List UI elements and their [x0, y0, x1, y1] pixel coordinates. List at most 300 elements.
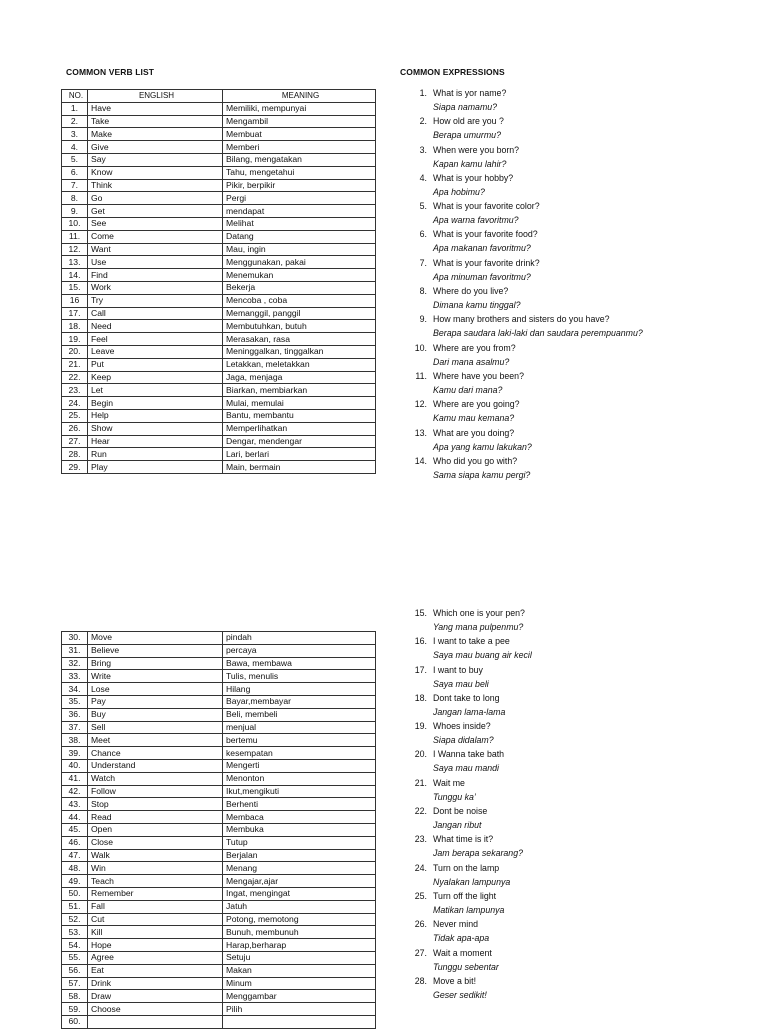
verb-meaning-cell: Memanggil, panggil [223, 307, 376, 320]
verb-english-cell: Work [88, 281, 223, 294]
verb-no-cell: 25. [62, 409, 88, 422]
verb-english-cell: Call [88, 307, 223, 320]
expression-indonesian: Berapa umurmu? [433, 130, 501, 141]
verb-no-cell: 7. [62, 179, 88, 192]
expressions-heading: COMMON EXPRESSIONS [400, 67, 505, 77]
expression-number: 17. [414, 664, 427, 675]
expression-indonesian: Saya mau buang air kecil [433, 650, 532, 661]
expression-indonesian: Matikan lampunya [433, 904, 505, 915]
verb-meaning-cell: Menggunakan, pakai [223, 256, 376, 269]
verb-no-cell: 38. [62, 734, 88, 747]
verb-list-heading: COMMON VERB LIST [66, 67, 155, 77]
expression-item [405, 665, 755, 693]
expression-indonesian: Apa makanan favoritmu? [433, 243, 531, 254]
verb-row [62, 657, 376, 670]
expression-item [405, 636, 755, 664]
verb-no-cell: 18. [62, 320, 88, 333]
verb-english-cell: Drink [88, 977, 223, 990]
expression-item [405, 371, 755, 399]
expression-indonesian: Apa yang kamu lakukan? [433, 441, 532, 452]
verb-english-cell: Think [88, 179, 223, 192]
verb-meaning-cell: Biarkan, membiarkan [223, 384, 376, 397]
verb-english-cell: Hear [88, 435, 223, 448]
verb-row [62, 964, 376, 977]
verb-english-cell: Pay [88, 695, 223, 708]
verb-no-cell: 37. [62, 721, 88, 734]
verb-no-cell: 36. [62, 708, 88, 721]
expression-english: Where are you going? [433, 399, 520, 410]
verb-meaning-cell: Menemukan [223, 269, 376, 282]
expression-list-part-1 [405, 88, 755, 484]
expression-indonesian: Kapan kamu lahir? [433, 158, 507, 169]
verb-row [62, 345, 376, 358]
verb-meaning-cell: Melihat [223, 217, 376, 230]
verb-row [62, 141, 376, 154]
verb-meaning-cell: Menonton [223, 772, 376, 785]
verb-no-cell: 41. [62, 772, 88, 785]
expression-english: Where do you live? [433, 286, 509, 297]
verb-meaning-cell: Mengerti [223, 759, 376, 772]
verb-english-cell: Give [88, 141, 223, 154]
verb-row [62, 358, 376, 371]
expression-english: What are you doing? [433, 427, 515, 438]
verb-no-cell: 51. [62, 900, 88, 913]
verb-row [62, 900, 376, 913]
expression-item [405, 863, 755, 891]
expression-number: 2. [419, 116, 427, 127]
verb-english-cell: Try [88, 294, 223, 307]
verb-row [62, 1015, 376, 1028]
verb-english-cell: Agree [88, 951, 223, 964]
verb-english-cell: Show [88, 422, 223, 435]
expression-english: Wait me [433, 777, 465, 788]
verb-meaning-cell: Memiliki, mempunyai [223, 102, 376, 115]
verb-no-cell: 4. [62, 141, 88, 154]
expression-indonesian: Saya mau mandi [433, 763, 500, 774]
expression-indonesian: Nyalakan lampunya [433, 876, 511, 887]
expression-indonesian: Tunggu ka’ [433, 791, 476, 802]
verb-row [62, 294, 376, 307]
expression-english: Dont take to long [433, 692, 500, 703]
expression-number: 25. [414, 890, 427, 901]
verb-english-cell: Need [88, 320, 223, 333]
verb-row [62, 951, 376, 964]
verb-row [62, 644, 376, 657]
verb-meaning-cell: Bunuh, membunuh [223, 926, 376, 939]
verb-no-cell: 32. [62, 657, 88, 670]
verb-english-cell: Draw [88, 990, 223, 1003]
expression-item [405, 173, 755, 201]
expression-item [405, 229, 755, 257]
expression-english: Move a bit! [433, 975, 477, 986]
verb-meaning-cell: Tutup [223, 836, 376, 849]
verb-meaning-cell: Pergi [223, 192, 376, 205]
verb-no-cell: 33. [62, 670, 88, 683]
expression-english: What is your hobby? [433, 172, 514, 183]
expression-english: How many brothers and sisters do you have? [433, 314, 610, 325]
verb-row [62, 1003, 376, 1016]
verb-row [62, 333, 376, 346]
verb-english-cell: Cut [88, 913, 223, 926]
verb-no-cell: 50. [62, 887, 88, 900]
verb-no-cell: 40. [62, 759, 88, 772]
expression-item [405, 778, 755, 806]
verb-meaning-cell: Main, bermain [223, 461, 376, 474]
verb-meaning-cell: Membutuhkan, butuh [223, 320, 376, 333]
expression-indonesian: Siapa namamu? [433, 102, 498, 112]
verb-no-cell: 58. [62, 990, 88, 1003]
expression-number: 4. [419, 172, 427, 183]
expression-number: 21. [414, 777, 427, 788]
verb-row [62, 230, 376, 243]
expression-number: 20. [414, 749, 427, 760]
expression-list-part-2 [405, 608, 755, 1004]
verb-english-cell: Feel [88, 333, 223, 346]
verb-row [62, 849, 376, 862]
expression-english: Wait a moment [433, 947, 492, 958]
verb-meaning-cell: Membuat [223, 128, 376, 141]
verb-no-cell: 48. [62, 862, 88, 875]
verb-meaning-cell: Memberi [223, 141, 376, 154]
verb-no-cell: 29. [62, 461, 88, 474]
verb-no-cell: 45. [62, 823, 88, 836]
expression-indonesian: Yang mana pulpenmu? [433, 622, 524, 632]
verb-english-cell [88, 1015, 223, 1028]
expression-number: 12. [414, 399, 427, 410]
verb-no-cell: 28. [62, 448, 88, 461]
expression-english: Where are you from? [433, 342, 516, 353]
verb-no-cell: 14. [62, 269, 88, 282]
verb-no-cell: 39. [62, 747, 88, 760]
verb-row [62, 102, 376, 115]
expression-number: 26. [414, 919, 427, 930]
verb-meaning-cell: Makan [223, 964, 376, 977]
verb-no-cell: 5. [62, 153, 88, 166]
verb-table-part-2 [61, 631, 376, 1029]
verb-meaning-cell: Mengambil [223, 115, 376, 128]
verb-english-cell: Get [88, 205, 223, 218]
column-header-meaning: MEANING [223, 90, 376, 103]
verb-row [62, 281, 376, 294]
verb-meaning-cell: Letakkan, meletakkan [223, 358, 376, 371]
verb-meaning-cell: Bawa, membawa [223, 657, 376, 670]
expression-english: Turn off the light [433, 890, 497, 901]
expression-item [405, 891, 755, 919]
verb-meaning-cell: Lari, berlari [223, 448, 376, 461]
verb-meaning-cell: bertemu [223, 734, 376, 747]
verb-row [62, 913, 376, 926]
verb-row [62, 192, 376, 205]
expression-number: 9. [419, 314, 427, 325]
expression-number: 27. [414, 947, 427, 958]
expression-english: Dont be noise [433, 806, 488, 817]
expression-english: What is your favorite color? [433, 201, 540, 212]
verb-no-cell: 9. [62, 205, 88, 218]
verb-row [62, 887, 376, 900]
verb-english-cell: Let [88, 384, 223, 397]
verb-english-cell: Leave [88, 345, 223, 358]
verb-english-cell: Move [88, 632, 223, 645]
verb-meaning-cell: kesempatan [223, 747, 376, 760]
expression-indonesian: Apa minuman favoritmu? [433, 271, 531, 282]
verb-meaning-cell: Dengar, mendengar [223, 435, 376, 448]
expression-number: 22. [414, 806, 427, 817]
verb-meaning-cell: Mulai, memulai [223, 397, 376, 410]
verb-no-cell: 43. [62, 798, 88, 811]
verb-english-cell: Come [88, 230, 223, 243]
verb-english-cell: Want [88, 243, 223, 256]
verb-no-cell: 47. [62, 849, 88, 862]
expression-item [405, 88, 755, 116]
verb-row [62, 205, 376, 218]
expression-number: 14. [414, 455, 427, 466]
verb-no-cell: 16 [62, 294, 88, 307]
expression-item [405, 749, 755, 777]
verb-english-cell: Say [88, 153, 223, 166]
verb-english-cell: Meet [88, 734, 223, 747]
expression-indonesian: Apa hobimu? [433, 186, 485, 197]
verb-english-cell: Understand [88, 759, 223, 772]
verb-meaning-cell: Tulis, menulis [223, 670, 376, 683]
verb-row [62, 939, 376, 952]
verb-meaning-cell: Datang [223, 230, 376, 243]
verb-no-cell: 19. [62, 333, 88, 346]
verb-row [62, 926, 376, 939]
verb-row [62, 759, 376, 772]
verb-no-cell: 24. [62, 397, 88, 410]
verb-english-cell: Follow [88, 785, 223, 798]
verb-english-cell: Lose [88, 683, 223, 696]
expression-number: 24. [414, 862, 427, 873]
verb-no-cell: 22. [62, 371, 88, 384]
expression-item [405, 834, 755, 862]
verb-english-cell: Know [88, 166, 223, 179]
expression-english: Never mind [433, 919, 478, 930]
verb-row [62, 862, 376, 875]
verb-english-cell: Buy [88, 708, 223, 721]
expression-english: Turn on the lamp [433, 862, 500, 873]
verb-english-cell: Remember [88, 887, 223, 900]
verb-no-cell: 17. [62, 307, 88, 320]
verb-row [62, 371, 376, 384]
expression-indonesian: Kamu dari mana? [433, 384, 503, 395]
expression-english: When were you born? [433, 144, 520, 155]
verb-meaning-cell: Hilang [223, 683, 376, 696]
expression-english: Whoes inside? [433, 721, 491, 732]
expression-item [405, 343, 755, 371]
verb-row [62, 461, 376, 474]
verb-row [62, 772, 376, 785]
expression-item [405, 116, 755, 144]
verb-meaning-cell: Beli, membeli [223, 708, 376, 721]
verb-english-cell: Go [88, 192, 223, 205]
verb-meaning-cell: Meninggalkan, tinggalkan [223, 345, 376, 358]
expression-indonesian: Jam berapa sekarang? [433, 848, 523, 859]
verb-meaning-cell: Ingat, mengingat [223, 887, 376, 900]
expression-indonesian: Berapa saudara laki-laki dan saudara perempuanmu? [433, 328, 643, 339]
verb-row [62, 179, 376, 192]
expression-item [405, 693, 755, 721]
expression-indonesian: Jangan ribut [433, 820, 482, 831]
verb-row [62, 683, 376, 696]
verb-table-part-1 [61, 89, 376, 474]
verb-no-cell: 27. [62, 435, 88, 448]
verb-meaning-cell: Bayar,membayar [223, 695, 376, 708]
expression-item [405, 456, 755, 484]
verb-no-cell: 42. [62, 785, 88, 798]
verb-no-cell: 57. [62, 977, 88, 990]
verb-row [62, 409, 376, 422]
expression-item [405, 258, 755, 286]
verb-meaning-cell: Mencoba , coba [223, 294, 376, 307]
verb-no-cell: 20. [62, 345, 88, 358]
verb-meaning-cell: Memperlihatkan [223, 422, 376, 435]
verb-no-cell: 30. [62, 632, 88, 645]
verb-row [62, 747, 376, 760]
verb-row [62, 670, 376, 683]
verb-meaning-cell: Tahu, mengetahui [223, 166, 376, 179]
verb-english-cell: Help [88, 409, 223, 422]
verb-no-cell: 31. [62, 644, 88, 657]
verb-no-cell: 52. [62, 913, 88, 926]
expression-number: 28. [414, 975, 427, 986]
verb-english-cell: Take [88, 115, 223, 128]
expression-indonesian: Dari mana asalmu? [433, 356, 510, 367]
expression-number: 13. [414, 427, 427, 438]
verb-row [62, 695, 376, 708]
verb-meaning-cell: Potong, memotong [223, 913, 376, 926]
verb-row [62, 448, 376, 461]
expression-english: What is yor name? [433, 88, 507, 98]
verb-meaning-cell: Minum [223, 977, 376, 990]
verb-english-cell: Find [88, 269, 223, 282]
verb-row [62, 823, 376, 836]
expression-number: 7. [419, 257, 427, 268]
expression-english: What is your favorite food? [433, 229, 538, 240]
verb-meaning-cell: Membuka [223, 823, 376, 836]
verb-no-cell: 15. [62, 281, 88, 294]
expression-item [405, 286, 755, 314]
verb-meaning-cell: Mengajar,ajar [223, 875, 376, 888]
verb-no-cell: 60. [62, 1015, 88, 1028]
verb-row [62, 875, 376, 888]
verb-english-cell: Write [88, 670, 223, 683]
verb-no-cell: 54. [62, 939, 88, 952]
verb-meaning-cell: menjual [223, 721, 376, 734]
verb-row [62, 166, 376, 179]
verb-no-cell: 12. [62, 243, 88, 256]
expression-indonesian: Kamu mau kemana? [433, 413, 515, 424]
verb-english-cell: Begin [88, 397, 223, 410]
verb-english-cell: Fall [88, 900, 223, 913]
verb-no-cell: 1. [62, 102, 88, 115]
verb-meaning-cell: mendapat [223, 205, 376, 218]
verb-english-cell: Keep [88, 371, 223, 384]
verb-no-cell: 46. [62, 836, 88, 849]
column-header-no: NO. [62, 90, 88, 103]
expression-number: 6. [419, 229, 427, 240]
verb-english-cell: Believe [88, 644, 223, 657]
verb-no-cell: 8. [62, 192, 88, 205]
verb-row [62, 397, 376, 410]
verb-english-cell: Walk [88, 849, 223, 862]
expression-number: 8. [419, 286, 427, 297]
verb-meaning-cell: Membaca [223, 811, 376, 824]
expression-number: 1. [419, 88, 427, 98]
expression-item [405, 976, 755, 1004]
expression-english: Who did you go with? [433, 455, 518, 466]
verb-meaning-cell: Pilih [223, 1003, 376, 1016]
verb-no-cell: 10. [62, 217, 88, 230]
verb-english-cell: Eat [88, 964, 223, 977]
expression-item [405, 919, 755, 947]
verb-no-cell: 56. [62, 964, 88, 977]
expression-english: What time is it? [433, 834, 494, 845]
verb-meaning-cell: percaya [223, 644, 376, 657]
expression-indonesian: Jangan lama-lama [433, 706, 506, 717]
expression-number: 10. [414, 342, 427, 353]
expression-item [405, 145, 755, 173]
verb-english-cell: See [88, 217, 223, 230]
expression-number: 19. [414, 721, 427, 732]
expression-item [405, 428, 755, 456]
expression-item [405, 201, 755, 229]
verb-no-cell: 23. [62, 384, 88, 397]
expression-indonesian: Apa warna favoritmu? [433, 215, 519, 226]
verb-english-cell: Close [88, 836, 223, 849]
verb-english-cell: Kill [88, 926, 223, 939]
verb-english-cell: Open [88, 823, 223, 836]
verb-english-cell: Choose [88, 1003, 223, 1016]
verb-meaning-cell: Menang [223, 862, 376, 875]
expression-number: 23. [414, 834, 427, 845]
verb-row [62, 243, 376, 256]
verb-row [62, 836, 376, 849]
expression-item [405, 608, 755, 636]
expression-english: Which one is your pen? [433, 608, 525, 618]
expression-indonesian: Tidak apa-apa [433, 933, 490, 944]
verb-row [62, 115, 376, 128]
expression-item [405, 806, 755, 834]
verb-meaning-cell: Jatuh [223, 900, 376, 913]
verb-row [62, 811, 376, 824]
verb-english-cell: Read [88, 811, 223, 824]
verb-no-cell: 35. [62, 695, 88, 708]
verb-meaning-cell: Ikut,mengikuti [223, 785, 376, 798]
verb-meaning-cell: Bantu, membantu [223, 409, 376, 422]
verb-no-cell: 13. [62, 256, 88, 269]
expression-english: How old are you ? [433, 116, 504, 127]
verb-meaning-cell: Setuju [223, 951, 376, 964]
verb-no-cell: 44. [62, 811, 88, 824]
verb-no-cell: 55. [62, 951, 88, 964]
verb-row [62, 384, 376, 397]
verb-english-cell: Run [88, 448, 223, 461]
verb-english-cell: Stop [88, 798, 223, 811]
verb-row [62, 977, 376, 990]
verb-english-cell: Put [88, 358, 223, 371]
verb-meaning-cell: Harap,berharap [223, 939, 376, 952]
verb-no-cell: 3. [62, 128, 88, 141]
verb-row [62, 269, 376, 282]
expression-english: I want to buy [433, 664, 483, 675]
verb-no-cell: 2. [62, 115, 88, 128]
verb-no-cell: 34. [62, 683, 88, 696]
verb-meaning-cell: Mau, ingin [223, 243, 376, 256]
verb-english-cell: Teach [88, 875, 223, 888]
verb-row [62, 798, 376, 811]
expression-english: Where have you been? [433, 370, 524, 381]
